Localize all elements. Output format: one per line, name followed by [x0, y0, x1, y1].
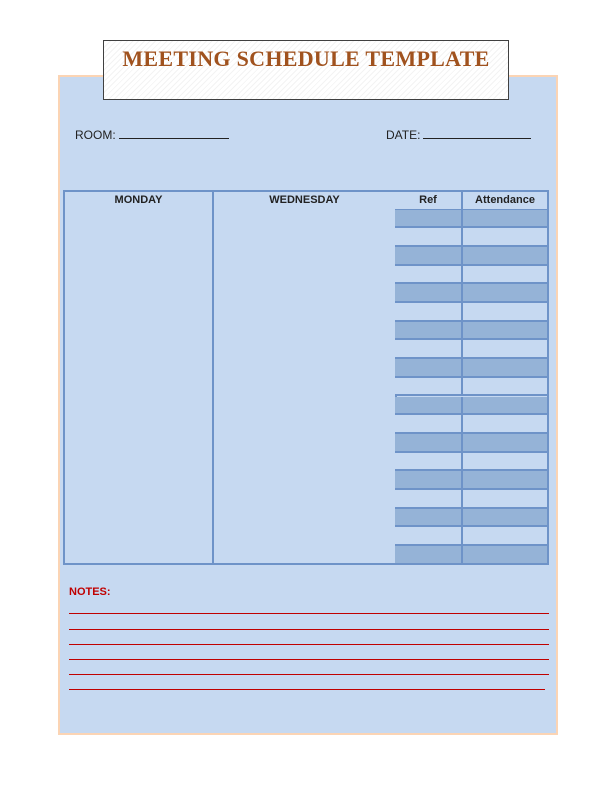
- table-row: [395, 378, 547, 397]
- attendance-cell[interactable]: [463, 284, 547, 303]
- attendance-cell[interactable]: [463, 434, 547, 453]
- ref-cell[interactable]: [395, 210, 463, 229]
- wednesday-column[interactable]: [214, 192, 397, 563]
- attendance-cell[interactable]: [463, 340, 547, 359]
- attendance-cell[interactable]: [463, 378, 547, 397]
- room-label: ROOM:: [75, 128, 116, 142]
- table-row: [395, 434, 547, 453]
- table-row: [395, 546, 547, 565]
- date-label: DATE:: [386, 128, 421, 142]
- attendance-cell[interactable]: [463, 210, 547, 229]
- attendance-header: Attendance: [463, 192, 547, 211]
- table-row: [395, 397, 547, 416]
- table-row: [395, 490, 547, 509]
- monday-header: MONDAY: [114, 194, 163, 206]
- wednesday-header: WEDNESDAY: [269, 194, 340, 206]
- ref-cell[interactable]: [395, 471, 463, 490]
- date-input-line[interactable]: [423, 126, 531, 139]
- attendance-cell[interactable]: [463, 247, 547, 266]
- attendance-cell[interactable]: [463, 397, 547, 416]
- attendance-cell[interactable]: [463, 303, 547, 322]
- table-row: [395, 509, 547, 528]
- ref-cell[interactable]: [395, 266, 463, 285]
- note-line[interactable]: [69, 613, 549, 614]
- note-line[interactable]: [69, 689, 545, 690]
- ref-cell[interactable]: [395, 378, 463, 397]
- ref-cell[interactable]: [395, 453, 463, 472]
- ref-cell[interactable]: [395, 527, 463, 546]
- ref-cell[interactable]: [395, 284, 463, 303]
- attendance-cell[interactable]: [463, 228, 547, 247]
- page-title: MEETING SCHEDULE TEMPLATE: [122, 46, 490, 71]
- monday-column[interactable]: [65, 192, 214, 563]
- table-row: [395, 471, 547, 490]
- ref-attendance-table: [395, 192, 547, 563]
- ref-header: Ref: [395, 192, 463, 211]
- attendance-cell[interactable]: [463, 490, 547, 509]
- ref-cell[interactable]: [395, 546, 463, 565]
- ref-cell[interactable]: [395, 228, 463, 247]
- table-row: [395, 303, 547, 322]
- ref-cell[interactable]: [395, 397, 463, 416]
- notes-label: NOTES:: [69, 586, 111, 598]
- ref-cell[interactable]: [395, 322, 463, 341]
- ref-cell[interactable]: [395, 415, 463, 434]
- table-row: [395, 415, 547, 434]
- ref-header-row: [395, 192, 547, 211]
- table-row: [395, 322, 547, 341]
- table-row: [395, 266, 547, 285]
- attendance-cell[interactable]: [463, 471, 547, 490]
- attendance-cell[interactable]: [463, 453, 547, 472]
- note-line[interactable]: [69, 644, 549, 645]
- attendance-cell[interactable]: [463, 509, 547, 528]
- date-field[interactable]: [386, 126, 531, 142]
- attendance-cell[interactable]: [463, 546, 547, 565]
- table-row: [395, 340, 547, 359]
- table-row: [395, 453, 547, 472]
- table-row: [395, 527, 547, 546]
- table-row: [395, 247, 547, 266]
- ref-cell[interactable]: [395, 303, 463, 322]
- ref-cell[interactable]: [395, 509, 463, 528]
- attendance-cell[interactable]: [463, 322, 547, 341]
- ref-cell[interactable]: [395, 359, 463, 378]
- attendance-cell[interactable]: [463, 359, 547, 378]
- attendance-cell[interactable]: [463, 527, 547, 546]
- ref-cell[interactable]: [395, 247, 463, 266]
- note-line[interactable]: [69, 659, 549, 660]
- table-row: [395, 210, 547, 229]
- attendance-cell[interactable]: [463, 266, 547, 285]
- title-banner: [103, 40, 509, 100]
- note-line[interactable]: [69, 674, 549, 675]
- schedule-grid: [63, 190, 549, 565]
- ref-cell[interactable]: [395, 434, 463, 453]
- room-input-line[interactable]: [119, 126, 229, 139]
- attendance-cell[interactable]: [463, 415, 547, 434]
- ref-cell[interactable]: [395, 490, 463, 509]
- ref-cell[interactable]: [395, 340, 463, 359]
- table-row: [395, 284, 547, 303]
- note-line[interactable]: [69, 629, 549, 630]
- table-row: [395, 228, 547, 247]
- room-field[interactable]: [75, 126, 229, 142]
- table-row: [395, 359, 547, 378]
